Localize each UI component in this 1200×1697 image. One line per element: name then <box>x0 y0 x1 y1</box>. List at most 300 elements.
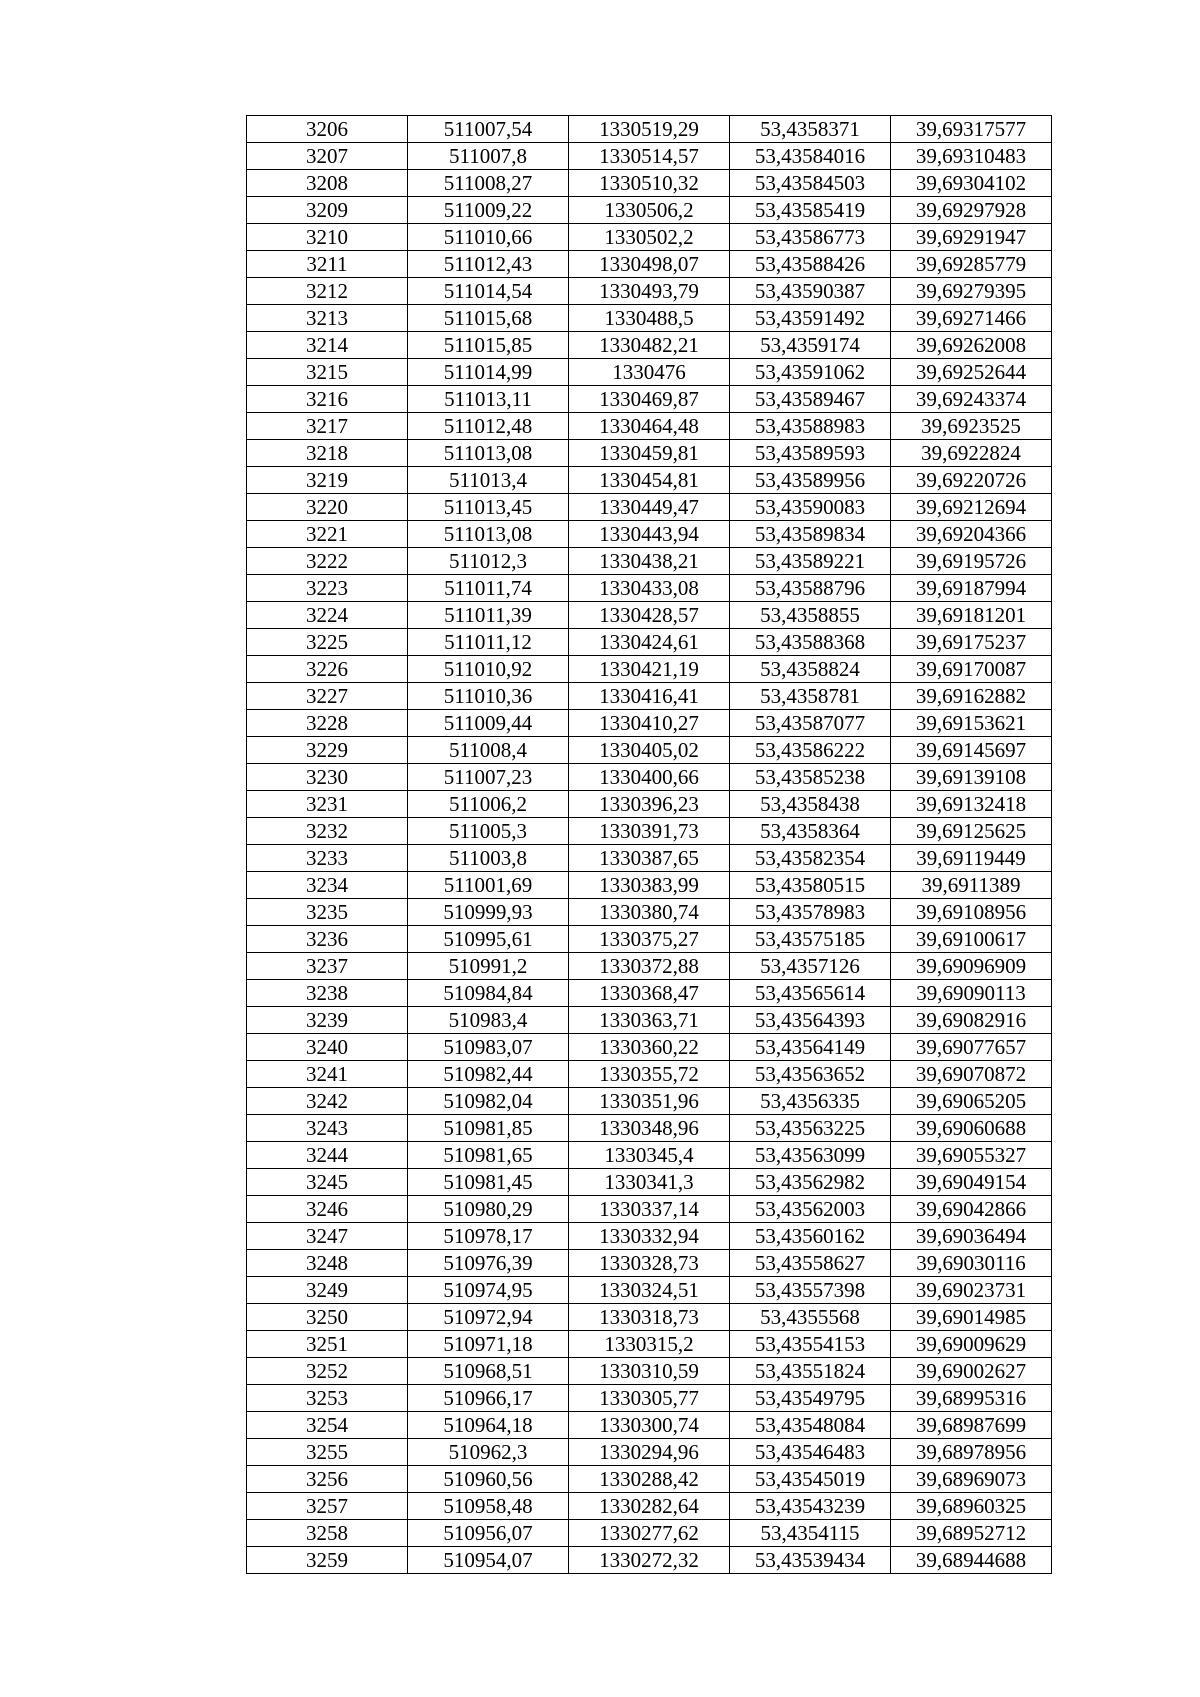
x-coordinate-cell: 510960,56 <box>408 1466 569 1493</box>
x-coordinate-cell: 510954,07 <box>408 1547 569 1574</box>
latitude-cell: 53,4354115 <box>730 1520 891 1547</box>
longitude-cell: 39,69139108 <box>891 764 1052 791</box>
longitude-cell: 39,69271466 <box>891 305 1052 332</box>
x-coordinate-cell: 511011,39 <box>408 602 569 629</box>
table-row <box>247 521 1052 548</box>
x-coordinate-cell: 510972,94 <box>408 1304 569 1331</box>
table-row <box>247 548 1052 575</box>
longitude-cell: 39,69220726 <box>891 467 1052 494</box>
latitude-cell: 53,4359174 <box>730 332 891 359</box>
y-coordinate-cell: 1330363,71 <box>569 1007 730 1034</box>
y-coordinate-cell: 1330348,96 <box>569 1115 730 1142</box>
longitude-cell: 39,69262008 <box>891 332 1052 359</box>
longitude-cell: 39,68952712 <box>891 1520 1052 1547</box>
y-coordinate-cell: 1330324,51 <box>569 1277 730 1304</box>
latitude-cell: 53,43584503 <box>730 170 891 197</box>
y-coordinate-cell: 1330294,96 <box>569 1439 730 1466</box>
table-row <box>247 251 1052 278</box>
x-coordinate-cell: 510971,18 <box>408 1331 569 1358</box>
point-number-cell: 3226 <box>247 656 408 683</box>
y-coordinate-cell: 1330391,73 <box>569 818 730 845</box>
y-coordinate-cell: 1330438,21 <box>569 548 730 575</box>
longitude-cell: 39,69252644 <box>891 359 1052 386</box>
latitude-cell: 53,43585419 <box>730 197 891 224</box>
x-coordinate-cell: 511010,92 <box>408 656 569 683</box>
longitude-cell: 39,69145697 <box>891 737 1052 764</box>
point-number-cell: 3213 <box>247 305 408 332</box>
table-row <box>247 602 1052 629</box>
longitude-cell: 39,68978956 <box>891 1439 1052 1466</box>
table-row <box>247 1331 1052 1358</box>
point-number-cell: 3210 <box>247 224 408 251</box>
longitude-cell: 39,69065205 <box>891 1088 1052 1115</box>
x-coordinate-cell: 510974,95 <box>408 1277 569 1304</box>
x-coordinate-cell: 510981,65 <box>408 1142 569 1169</box>
table-row <box>247 953 1052 980</box>
point-number-cell: 3238 <box>247 980 408 1007</box>
longitude-cell: 39,69036494 <box>891 1223 1052 1250</box>
table-row <box>247 1142 1052 1169</box>
table-row <box>247 197 1052 224</box>
y-coordinate-cell: 1330345,4 <box>569 1142 730 1169</box>
table-row <box>247 1088 1052 1115</box>
latitude-cell: 53,43546483 <box>730 1439 891 1466</box>
latitude-cell: 53,43589593 <box>730 440 891 467</box>
y-coordinate-cell: 1330305,77 <box>569 1385 730 1412</box>
table-row <box>247 332 1052 359</box>
latitude-cell: 53,43586222 <box>730 737 891 764</box>
latitude-cell: 53,4357126 <box>730 953 891 980</box>
longitude-cell: 39,69049154 <box>891 1169 1052 1196</box>
longitude-cell: 39,69304102 <box>891 170 1052 197</box>
longitude-cell: 39,69170087 <box>891 656 1052 683</box>
x-coordinate-cell: 510983,07 <box>408 1034 569 1061</box>
x-coordinate-cell: 511012,43 <box>408 251 569 278</box>
table-row <box>247 1115 1052 1142</box>
latitude-cell: 53,43549795 <box>730 1385 891 1412</box>
longitude-cell: 39,69212694 <box>891 494 1052 521</box>
table-row <box>247 1007 1052 1034</box>
latitude-cell: 53,43565614 <box>730 980 891 1007</box>
latitude-cell: 53,43590083 <box>730 494 891 521</box>
table-row <box>247 1250 1052 1277</box>
x-coordinate-cell: 511015,85 <box>408 332 569 359</box>
y-coordinate-cell: 1330510,32 <box>569 170 730 197</box>
latitude-cell: 53,43585238 <box>730 764 891 791</box>
longitude-cell: 39,69002627 <box>891 1358 1052 1385</box>
point-number-cell: 3244 <box>247 1142 408 1169</box>
longitude-cell: 39,69077657 <box>891 1034 1052 1061</box>
y-coordinate-cell: 1330300,74 <box>569 1412 730 1439</box>
point-number-cell: 3211 <box>247 251 408 278</box>
point-number-cell: 3207 <box>247 143 408 170</box>
y-coordinate-cell: 1330405,02 <box>569 737 730 764</box>
latitude-cell: 53,43591492 <box>730 305 891 332</box>
table-row <box>247 899 1052 926</box>
point-number-cell: 3259 <box>247 1547 408 1574</box>
x-coordinate-cell: 511011,74 <box>408 575 569 602</box>
table-row <box>247 305 1052 332</box>
longitude-cell: 39,69243374 <box>891 386 1052 413</box>
x-coordinate-cell: 510983,4 <box>408 1007 569 1034</box>
point-number-cell: 3236 <box>247 926 408 953</box>
point-number-cell: 3228 <box>247 710 408 737</box>
longitude-cell: 39,6923525 <box>891 413 1052 440</box>
latitude-cell: 53,43578983 <box>730 899 891 926</box>
longitude-cell: 39,69125625 <box>891 818 1052 845</box>
latitude-cell: 53,43580515 <box>730 872 891 899</box>
y-coordinate-cell: 1330328,73 <box>569 1250 730 1277</box>
point-number-cell: 3257 <box>247 1493 408 1520</box>
x-coordinate-cell: 510978,17 <box>408 1223 569 1250</box>
table-row <box>247 170 1052 197</box>
x-coordinate-cell: 511009,44 <box>408 710 569 737</box>
longitude-cell: 39,69060688 <box>891 1115 1052 1142</box>
y-coordinate-cell: 1330383,99 <box>569 872 730 899</box>
y-coordinate-cell: 1330424,61 <box>569 629 730 656</box>
latitude-cell: 53,43563652 <box>730 1061 891 1088</box>
latitude-cell: 53,43582354 <box>730 845 891 872</box>
longitude-cell: 39,6922824 <box>891 440 1052 467</box>
longitude-cell: 39,69042866 <box>891 1196 1052 1223</box>
longitude-cell: 39,69070872 <box>891 1061 1052 1088</box>
latitude-cell: 53,43591062 <box>730 359 891 386</box>
latitude-cell: 53,43589834 <box>730 521 891 548</box>
point-number-cell: 3215 <box>247 359 408 386</box>
point-number-cell: 3208 <box>247 170 408 197</box>
longitude-cell: 39,69317577 <box>891 116 1052 143</box>
point-number-cell: 3241 <box>247 1061 408 1088</box>
x-coordinate-cell: 511009,22 <box>408 197 569 224</box>
point-number-cell: 3225 <box>247 629 408 656</box>
table-row <box>247 926 1052 953</box>
latitude-cell: 53,43584016 <box>730 143 891 170</box>
longitude-cell: 39,6911389 <box>891 872 1052 899</box>
y-coordinate-cell: 1330315,2 <box>569 1331 730 1358</box>
point-number-cell: 3250 <box>247 1304 408 1331</box>
table-row <box>247 1196 1052 1223</box>
table-row <box>247 143 1052 170</box>
latitude-cell: 53,43564393 <box>730 1007 891 1034</box>
y-coordinate-cell: 1330519,29 <box>569 116 730 143</box>
latitude-cell: 53,43590387 <box>730 278 891 305</box>
table-row <box>247 1412 1052 1439</box>
longitude-cell: 39,69310483 <box>891 143 1052 170</box>
y-coordinate-cell: 1330433,08 <box>569 575 730 602</box>
point-number-cell: 3240 <box>247 1034 408 1061</box>
latitude-cell: 53,4358371 <box>730 116 891 143</box>
point-number-cell: 3224 <box>247 602 408 629</box>
x-coordinate-cell: 511012,48 <box>408 413 569 440</box>
table-row <box>247 1304 1052 1331</box>
point-number-cell: 3222 <box>247 548 408 575</box>
x-coordinate-cell: 511005,3 <box>408 818 569 845</box>
x-coordinate-cell: 511001,69 <box>408 872 569 899</box>
table-row <box>247 494 1052 521</box>
longitude-cell: 39,69187994 <box>891 575 1052 602</box>
table-row <box>247 278 1052 305</box>
latitude-cell: 53,43589956 <box>730 467 891 494</box>
y-coordinate-cell: 1330469,87 <box>569 386 730 413</box>
table-row <box>247 872 1052 899</box>
point-number-cell: 3245 <box>247 1169 408 1196</box>
y-coordinate-cell: 1330498,07 <box>569 251 730 278</box>
latitude-cell: 53,43557398 <box>730 1277 891 1304</box>
x-coordinate-cell: 510964,18 <box>408 1412 569 1439</box>
table-row <box>247 413 1052 440</box>
point-number-cell: 3246 <box>247 1196 408 1223</box>
x-coordinate-cell: 511008,4 <box>408 737 569 764</box>
latitude-cell: 53,4355568 <box>730 1304 891 1331</box>
y-coordinate-cell: 1330341,3 <box>569 1169 730 1196</box>
point-number-cell: 3221 <box>247 521 408 548</box>
table-row <box>247 1466 1052 1493</box>
table-row <box>247 1493 1052 1520</box>
y-coordinate-cell: 1330396,23 <box>569 791 730 818</box>
x-coordinate-cell: 510982,04 <box>408 1088 569 1115</box>
y-coordinate-cell: 1330372,88 <box>569 953 730 980</box>
latitude-cell: 53,4358438 <box>730 791 891 818</box>
y-coordinate-cell: 1330387,65 <box>569 845 730 872</box>
longitude-cell: 39,68987699 <box>891 1412 1052 1439</box>
table-row <box>247 224 1052 251</box>
y-coordinate-cell: 1330355,72 <box>569 1061 730 1088</box>
latitude-cell: 53,43589221 <box>730 548 891 575</box>
y-coordinate-cell: 1330337,14 <box>569 1196 730 1223</box>
y-coordinate-cell: 1330459,81 <box>569 440 730 467</box>
x-coordinate-cell: 511006,2 <box>408 791 569 818</box>
latitude-cell: 53,43562982 <box>730 1169 891 1196</box>
point-number-cell: 3235 <box>247 899 408 926</box>
table-row <box>247 1223 1052 1250</box>
y-coordinate-cell: 1330375,27 <box>569 926 730 953</box>
y-coordinate-cell: 1330482,21 <box>569 332 730 359</box>
latitude-cell: 53,43588983 <box>730 413 891 440</box>
latitude-cell: 53,4358855 <box>730 602 891 629</box>
y-coordinate-cell: 1330502,2 <box>569 224 730 251</box>
longitude-cell: 39,69055327 <box>891 1142 1052 1169</box>
y-coordinate-cell: 1330368,47 <box>569 980 730 1007</box>
x-coordinate-cell: 511007,54 <box>408 116 569 143</box>
x-coordinate-cell: 511013,45 <box>408 494 569 521</box>
latitude-cell: 53,43588796 <box>730 575 891 602</box>
x-coordinate-cell: 511003,8 <box>408 845 569 872</box>
y-coordinate-cell: 1330506,2 <box>569 197 730 224</box>
point-number-cell: 3216 <box>247 386 408 413</box>
y-coordinate-cell: 1330351,96 <box>569 1088 730 1115</box>
point-number-cell: 3251 <box>247 1331 408 1358</box>
y-coordinate-cell: 1330428,57 <box>569 602 730 629</box>
point-number-cell: 3254 <box>247 1412 408 1439</box>
x-coordinate-cell: 511010,36 <box>408 683 569 710</box>
longitude-cell: 39,69090113 <box>891 980 1052 1007</box>
latitude-cell: 53,43589467 <box>730 386 891 413</box>
latitude-cell: 53,43551824 <box>730 1358 891 1385</box>
x-coordinate-cell: 511007,8 <box>408 143 569 170</box>
point-number-cell: 3248 <box>247 1250 408 1277</box>
point-number-cell: 3219 <box>247 467 408 494</box>
point-number-cell: 3234 <box>247 872 408 899</box>
latitude-cell: 53,4358781 <box>730 683 891 710</box>
x-coordinate-cell: 511010,66 <box>408 224 569 251</box>
longitude-cell: 39,69204366 <box>891 521 1052 548</box>
point-number-cell: 3258 <box>247 1520 408 1547</box>
longitude-cell: 39,68969073 <box>891 1466 1052 1493</box>
table-row <box>247 683 1052 710</box>
y-coordinate-cell: 1330380,74 <box>569 899 730 926</box>
y-coordinate-cell: 1330272,32 <box>569 1547 730 1574</box>
longitude-cell: 39,69195726 <box>891 548 1052 575</box>
point-number-cell: 3247 <box>247 1223 408 1250</box>
point-number-cell: 3230 <box>247 764 408 791</box>
y-coordinate-cell: 1330332,94 <box>569 1223 730 1250</box>
table-row <box>247 980 1052 1007</box>
y-coordinate-cell: 1330476 <box>569 359 730 386</box>
table-row <box>247 629 1052 656</box>
latitude-cell: 53,4358364 <box>730 818 891 845</box>
latitude-cell: 53,43564149 <box>730 1034 891 1061</box>
longitude-cell: 39,69030116 <box>891 1250 1052 1277</box>
latitude-cell: 53,43563099 <box>730 1142 891 1169</box>
x-coordinate-cell: 511014,54 <box>408 278 569 305</box>
longitude-cell: 39,69181201 <box>891 602 1052 629</box>
latitude-cell: 53,4358824 <box>730 656 891 683</box>
x-coordinate-cell: 511013,4 <box>408 467 569 494</box>
x-coordinate-cell: 511015,68 <box>408 305 569 332</box>
longitude-cell: 39,69023731 <box>891 1277 1052 1304</box>
x-coordinate-cell: 510980,29 <box>408 1196 569 1223</box>
point-number-cell: 3232 <box>247 818 408 845</box>
point-number-cell: 3206 <box>247 116 408 143</box>
longitude-cell: 39,69175237 <box>891 629 1052 656</box>
table-row <box>247 440 1052 467</box>
latitude-cell: 53,43588426 <box>730 251 891 278</box>
longitude-cell: 39,69153621 <box>891 710 1052 737</box>
y-coordinate-cell: 1330360,22 <box>569 1034 730 1061</box>
point-number-cell: 3255 <box>247 1439 408 1466</box>
longitude-cell: 39,69009629 <box>891 1331 1052 1358</box>
longitude-cell: 39,69096909 <box>891 953 1052 980</box>
longitude-cell: 39,69014985 <box>891 1304 1052 1331</box>
table-row <box>247 1034 1052 1061</box>
y-coordinate-cell: 1330464,48 <box>569 413 730 440</box>
latitude-cell: 53,43586773 <box>730 224 891 251</box>
latitude-cell: 53,43560162 <box>730 1223 891 1250</box>
x-coordinate-cell: 511012,3 <box>408 548 569 575</box>
latitude-cell: 53,43539434 <box>730 1547 891 1574</box>
table-row <box>247 575 1052 602</box>
x-coordinate-cell: 510976,39 <box>408 1250 569 1277</box>
table-row <box>247 1439 1052 1466</box>
x-coordinate-cell: 511013,08 <box>408 521 569 548</box>
point-number-cell: 3242 <box>247 1088 408 1115</box>
longitude-cell: 39,69082916 <box>891 1007 1052 1034</box>
x-coordinate-cell: 510962,3 <box>408 1439 569 1466</box>
x-coordinate-cell: 511008,27 <box>408 170 569 197</box>
latitude-cell: 53,43575185 <box>730 926 891 953</box>
y-coordinate-cell: 1330282,64 <box>569 1493 730 1520</box>
y-coordinate-cell: 1330410,27 <box>569 710 730 737</box>
y-coordinate-cell: 1330310,59 <box>569 1358 730 1385</box>
latitude-cell: 53,43548084 <box>730 1412 891 1439</box>
longitude-cell: 39,69132418 <box>891 791 1052 818</box>
y-coordinate-cell: 1330454,81 <box>569 467 730 494</box>
latitude-cell: 53,43563225 <box>730 1115 891 1142</box>
point-number-cell: 3237 <box>247 953 408 980</box>
y-coordinate-cell: 1330493,79 <box>569 278 730 305</box>
y-coordinate-cell: 1330277,62 <box>569 1520 730 1547</box>
y-coordinate-cell: 1330443,94 <box>569 521 730 548</box>
point-number-cell: 3252 <box>247 1358 408 1385</box>
point-number-cell: 3229 <box>247 737 408 764</box>
y-coordinate-cell: 1330488,5 <box>569 305 730 332</box>
x-coordinate-cell: 511011,12 <box>408 629 569 656</box>
latitude-cell: 53,43545019 <box>730 1466 891 1493</box>
table-row <box>247 1277 1052 1304</box>
longitude-cell: 39,69297928 <box>891 197 1052 224</box>
table-row <box>247 818 1052 845</box>
table-row <box>247 1358 1052 1385</box>
x-coordinate-cell: 510981,45 <box>408 1169 569 1196</box>
latitude-cell: 53,43554153 <box>730 1331 891 1358</box>
table-row <box>247 1061 1052 1088</box>
longitude-cell: 39,69162882 <box>891 683 1052 710</box>
point-number-cell: 3209 <box>247 197 408 224</box>
table-row <box>247 710 1052 737</box>
y-coordinate-cell: 1330449,47 <box>569 494 730 521</box>
point-number-cell: 3243 <box>247 1115 408 1142</box>
x-coordinate-cell: 510958,48 <box>408 1493 569 1520</box>
y-coordinate-cell: 1330400,66 <box>569 764 730 791</box>
longitude-cell: 39,69291947 <box>891 224 1052 251</box>
coordinates-table <box>246 115 1052 1574</box>
x-coordinate-cell: 511007,23 <box>408 764 569 791</box>
y-coordinate-cell: 1330514,57 <box>569 143 730 170</box>
latitude-cell: 53,43588368 <box>730 629 891 656</box>
x-coordinate-cell: 510999,93 <box>408 899 569 926</box>
x-coordinate-cell: 510995,61 <box>408 926 569 953</box>
coordinates-table-body <box>247 116 1052 1574</box>
y-coordinate-cell: 1330288,42 <box>569 1466 730 1493</box>
latitude-cell: 53,43543239 <box>730 1493 891 1520</box>
latitude-cell: 53,43587077 <box>730 710 891 737</box>
x-coordinate-cell: 511013,08 <box>408 440 569 467</box>
latitude-cell: 53,43562003 <box>730 1196 891 1223</box>
latitude-cell: 53,43558627 <box>730 1250 891 1277</box>
point-number-cell: 3249 <box>247 1277 408 1304</box>
x-coordinate-cell: 510991,2 <box>408 953 569 980</box>
x-coordinate-cell: 510981,85 <box>408 1115 569 1142</box>
table-row <box>247 386 1052 413</box>
x-coordinate-cell: 511013,11 <box>408 386 569 413</box>
x-coordinate-cell: 510956,07 <box>408 1520 569 1547</box>
y-coordinate-cell: 1330416,41 <box>569 683 730 710</box>
latitude-cell: 53,4356335 <box>730 1088 891 1115</box>
table-row <box>247 737 1052 764</box>
point-number-cell: 3256 <box>247 1466 408 1493</box>
longitude-cell: 39,69100617 <box>891 926 1052 953</box>
point-number-cell: 3214 <box>247 332 408 359</box>
point-number-cell: 3223 <box>247 575 408 602</box>
x-coordinate-cell: 511014,99 <box>408 359 569 386</box>
x-coordinate-cell: 510966,17 <box>408 1385 569 1412</box>
point-number-cell: 3253 <box>247 1385 408 1412</box>
longitude-cell: 39,68944688 <box>891 1547 1052 1574</box>
point-number-cell: 3218 <box>247 440 408 467</box>
table-row <box>247 764 1052 791</box>
table-row <box>247 1520 1052 1547</box>
point-number-cell: 3233 <box>247 845 408 872</box>
